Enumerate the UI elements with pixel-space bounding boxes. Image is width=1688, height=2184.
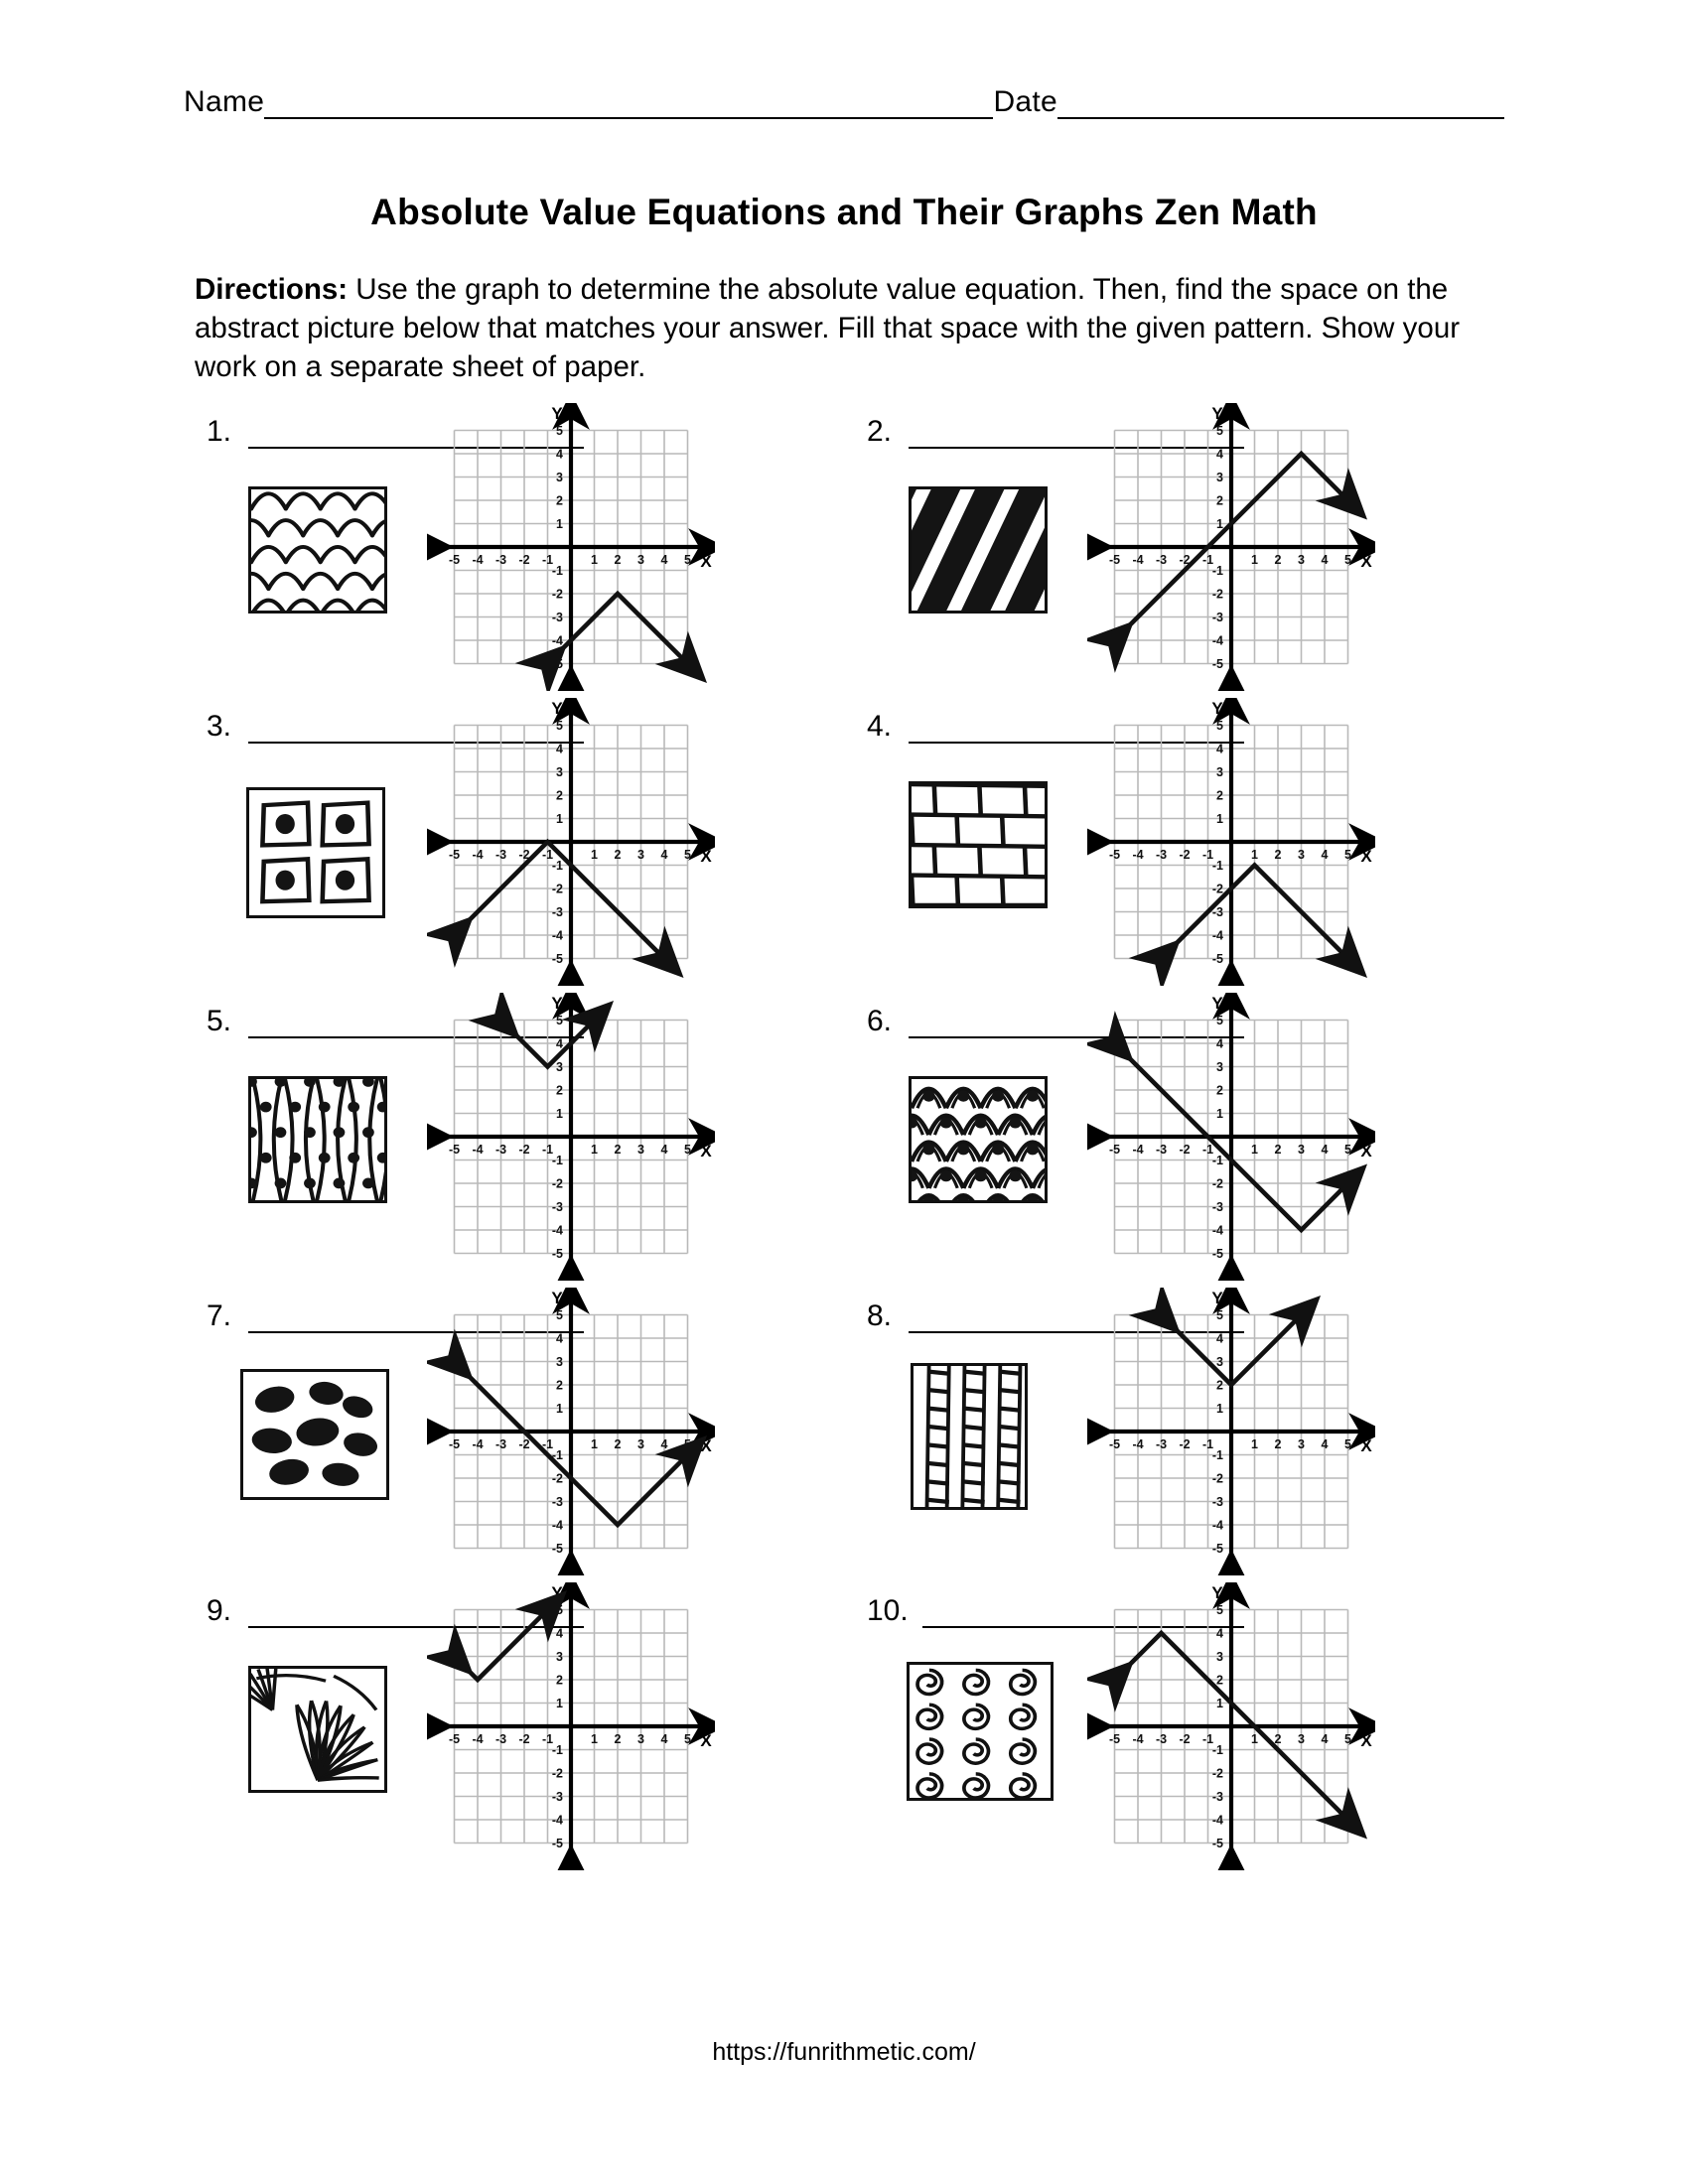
svg-text:5: 5 bbox=[684, 848, 691, 862]
svg-text:-5: -5 bbox=[448, 553, 461, 567]
svg-text:4: 4 bbox=[1216, 1626, 1223, 1641]
svg-text:5: 5 bbox=[1344, 848, 1351, 862]
svg-text:-1: -1 bbox=[1211, 1743, 1223, 1757]
svg-text:5: 5 bbox=[684, 1732, 691, 1746]
scale-arcs-dots-pattern bbox=[909, 1076, 1048, 1203]
svg-text:-3: -3 bbox=[494, 848, 507, 862]
svg-text:X: X bbox=[1360, 1142, 1372, 1160]
svg-text:-4: -4 bbox=[551, 1223, 563, 1238]
date-label: Date bbox=[993, 85, 1058, 118]
problem-4-graph bbox=[1087, 698, 1375, 986]
svg-text:5: 5 bbox=[1216, 424, 1223, 438]
svg-text:3: 3 bbox=[637, 1437, 644, 1451]
footer-url: https://funrithmetic.com/ bbox=[712, 2038, 976, 2066]
svg-text:5: 5 bbox=[556, 1308, 563, 1322]
svg-text:1: 1 bbox=[1216, 812, 1223, 826]
svg-text:-3: -3 bbox=[1155, 553, 1168, 567]
svg-text:-4: -4 bbox=[1132, 1732, 1144, 1746]
svg-text:X: X bbox=[700, 847, 712, 866]
problem-row bbox=[189, 1289, 1509, 1596]
svg-text:-3: -3 bbox=[1155, 848, 1168, 862]
svg-text:-4: -4 bbox=[1132, 553, 1144, 567]
problem-8-graph bbox=[1087, 1288, 1375, 1575]
problem-3-number: 3. bbox=[207, 710, 232, 743]
svg-text:-2: -2 bbox=[551, 587, 563, 602]
svg-text:4: 4 bbox=[660, 553, 668, 567]
name-input-line[interactable] bbox=[264, 89, 993, 119]
svg-text:-3: -3 bbox=[1211, 611, 1223, 624]
svg-text:-5: -5 bbox=[1211, 952, 1223, 966]
directions-text: Use the graph to determine the absolute value equation. Then, find the space on the abstract picture below that matches your answer. Fill that space with the given pattern. Show your work on a separate sheet of paper. bbox=[195, 273, 1461, 384]
svg-text:5: 5 bbox=[1344, 1143, 1351, 1157]
svg-text:-2: -2 bbox=[1211, 1176, 1223, 1191]
svg-text:2: 2 bbox=[1216, 788, 1223, 803]
svg-text:-2: -2 bbox=[1179, 1437, 1191, 1451]
header bbox=[184, 87, 1504, 119]
svg-text:X: X bbox=[700, 1142, 712, 1160]
svg-text:2: 2 bbox=[614, 1732, 622, 1746]
svg-text:-3: -3 bbox=[494, 1437, 507, 1451]
svg-text:3: 3 bbox=[556, 1650, 563, 1664]
problem-10 bbox=[849, 1583, 1509, 1891]
svg-text:-2: -2 bbox=[1211, 1766, 1223, 1781]
svg-text:2: 2 bbox=[556, 1673, 563, 1688]
problem-6-graph bbox=[1087, 993, 1375, 1281]
svg-text:4: 4 bbox=[556, 1036, 563, 1051]
svg-text:-4: -4 bbox=[551, 633, 563, 648]
svg-text:4: 4 bbox=[1216, 1036, 1223, 1051]
svg-text:-1: -1 bbox=[1201, 848, 1214, 862]
svg-text:2: 2 bbox=[614, 848, 622, 862]
svg-text:1: 1 bbox=[1216, 1107, 1223, 1121]
svg-text:Y: Y bbox=[1211, 994, 1223, 1013]
svg-text:-2: -2 bbox=[518, 1143, 530, 1157]
svg-text:X: X bbox=[1360, 847, 1372, 866]
name-label: Name bbox=[184, 85, 265, 118]
svg-text:1: 1 bbox=[591, 1732, 598, 1746]
svg-text:4: 4 bbox=[660, 1437, 668, 1451]
svg-text:4: 4 bbox=[1321, 553, 1329, 567]
svg-text:3: 3 bbox=[556, 1060, 563, 1074]
problem-3-graph bbox=[427, 698, 715, 986]
svg-text:X: X bbox=[700, 1436, 712, 1455]
svg-text:5: 5 bbox=[1216, 1014, 1223, 1027]
svg-text:5: 5 bbox=[556, 1603, 563, 1617]
svg-text:-2: -2 bbox=[551, 882, 563, 896]
svg-text:-1: -1 bbox=[1201, 1732, 1214, 1746]
svg-text:-4: -4 bbox=[1132, 848, 1144, 862]
svg-text:3: 3 bbox=[1216, 1650, 1223, 1664]
svg-text:-3: -3 bbox=[551, 611, 563, 624]
directions-label: Directions: bbox=[195, 273, 349, 306]
svg-text:Y: Y bbox=[551, 1289, 563, 1307]
date-input-line[interactable] bbox=[1057, 89, 1504, 119]
svg-text:3: 3 bbox=[637, 553, 644, 567]
svg-text:-4: -4 bbox=[1211, 928, 1223, 943]
svg-text:5: 5 bbox=[1216, 1308, 1223, 1322]
svg-text:-5: -5 bbox=[448, 1732, 461, 1746]
svg-text:1: 1 bbox=[556, 1697, 563, 1710]
svg-text:-5: -5 bbox=[1108, 848, 1121, 862]
svg-text:-1: -1 bbox=[551, 564, 563, 578]
problem-8 bbox=[849, 1289, 1509, 1596]
svg-text:Y: Y bbox=[1211, 1583, 1223, 1602]
problem-6-number: 6. bbox=[867, 1005, 893, 1037]
svg-text:-2: -2 bbox=[1179, 1732, 1191, 1746]
svg-text:-2: -2 bbox=[1179, 1143, 1191, 1157]
svg-text:-2: -2 bbox=[518, 1437, 530, 1451]
svg-text:4: 4 bbox=[556, 1626, 563, 1641]
svg-text:-3: -3 bbox=[1211, 1495, 1223, 1509]
problem-3 bbox=[189, 699, 849, 1007]
problem-1-number: 1. bbox=[207, 415, 232, 448]
svg-text:-4: -4 bbox=[551, 928, 563, 943]
svg-text:-2: -2 bbox=[518, 848, 530, 862]
svg-text:-4: -4 bbox=[472, 1143, 484, 1157]
svg-text:-5: -5 bbox=[1108, 553, 1121, 567]
svg-text:2: 2 bbox=[1216, 1673, 1223, 1688]
svg-text:4: 4 bbox=[1321, 1437, 1329, 1451]
svg-text:5: 5 bbox=[1344, 1437, 1351, 1451]
svg-text:2: 2 bbox=[1274, 553, 1282, 567]
svg-text:-4: -4 bbox=[551, 1518, 563, 1533]
svg-text:1: 1 bbox=[1251, 848, 1258, 862]
svg-text:1: 1 bbox=[1216, 517, 1223, 531]
svg-text:X: X bbox=[1360, 1731, 1372, 1750]
svg-text:-2: -2 bbox=[551, 1471, 563, 1486]
wave-scallop-pattern bbox=[248, 486, 387, 614]
svg-text:1: 1 bbox=[1251, 1437, 1258, 1451]
problem-row bbox=[189, 994, 1509, 1301]
svg-text:-4: -4 bbox=[472, 848, 484, 862]
svg-text:-5: -5 bbox=[551, 1837, 563, 1850]
svg-text:2: 2 bbox=[1274, 848, 1282, 862]
problem-7-number: 7. bbox=[207, 1299, 232, 1332]
svg-text:-2: -2 bbox=[1179, 553, 1191, 567]
svg-text:-1: -1 bbox=[541, 1143, 554, 1157]
svg-text:4: 4 bbox=[660, 1143, 668, 1157]
svg-text:X: X bbox=[1360, 1436, 1372, 1455]
svg-text:1: 1 bbox=[591, 1437, 598, 1451]
svg-text:-1: -1 bbox=[551, 859, 563, 873]
brick-wall-pattern bbox=[909, 781, 1048, 908]
svg-text:-5: -5 bbox=[1108, 1437, 1121, 1451]
svg-text:-1: -1 bbox=[1201, 1143, 1214, 1157]
svg-text:3: 3 bbox=[1298, 848, 1305, 862]
svg-text:-5: -5 bbox=[448, 1437, 461, 1451]
svg-text:5: 5 bbox=[1344, 553, 1351, 567]
svg-text:2: 2 bbox=[1216, 493, 1223, 508]
svg-text:3: 3 bbox=[556, 471, 563, 484]
svg-text:5: 5 bbox=[1344, 1732, 1351, 1746]
svg-text:4: 4 bbox=[1216, 447, 1223, 462]
svg-text:X: X bbox=[700, 1731, 712, 1750]
svg-text:2: 2 bbox=[614, 1143, 622, 1157]
svg-text:4: 4 bbox=[556, 1331, 563, 1346]
svg-text:-5: -5 bbox=[1211, 1837, 1223, 1850]
svg-text:2: 2 bbox=[1274, 1437, 1282, 1451]
problem-10-number: 10. bbox=[867, 1594, 909, 1627]
svg-text:3: 3 bbox=[1298, 1437, 1305, 1451]
svg-text:-5: -5 bbox=[551, 1542, 563, 1556]
problem-9 bbox=[189, 1583, 849, 1891]
svg-text:3: 3 bbox=[1298, 553, 1305, 567]
svg-text:-4: -4 bbox=[1132, 1143, 1144, 1157]
svg-text:1: 1 bbox=[1251, 553, 1258, 567]
svg-text:-3: -3 bbox=[551, 905, 563, 919]
svg-text:-4: -4 bbox=[472, 553, 484, 567]
svg-text:-1: -1 bbox=[551, 1448, 563, 1462]
problem-2-number: 2. bbox=[867, 415, 893, 448]
svg-text:Y: Y bbox=[551, 1583, 563, 1602]
svg-text:-5: -5 bbox=[448, 1143, 461, 1157]
problem-5-number: 5. bbox=[207, 1005, 232, 1037]
svg-text:-4: -4 bbox=[1211, 633, 1223, 648]
problem-7 bbox=[189, 1289, 849, 1596]
svg-text:5: 5 bbox=[684, 553, 691, 567]
svg-text:-5: -5 bbox=[1108, 1143, 1121, 1157]
svg-text:4: 4 bbox=[660, 848, 668, 862]
svg-text:3: 3 bbox=[1216, 765, 1223, 779]
problem-2 bbox=[849, 404, 1509, 712]
problem-9-number: 9. bbox=[207, 1594, 232, 1627]
svg-text:1: 1 bbox=[1251, 1732, 1258, 1746]
svg-text:Y: Y bbox=[551, 404, 563, 423]
svg-text:-5: -5 bbox=[551, 657, 563, 671]
svg-text:-2: -2 bbox=[1179, 848, 1191, 862]
svg-text:1: 1 bbox=[556, 1402, 563, 1416]
svg-text:2: 2 bbox=[556, 788, 563, 803]
problem-4-number: 4. bbox=[867, 710, 893, 743]
problem-9-graph bbox=[427, 1582, 715, 1870]
floral-fan-pattern bbox=[248, 1666, 387, 1793]
svg-text:2: 2 bbox=[1274, 1143, 1282, 1157]
svg-text:4: 4 bbox=[1321, 848, 1329, 862]
svg-text:Y: Y bbox=[1211, 699, 1223, 718]
vertical-ladders-pattern bbox=[911, 1363, 1028, 1510]
svg-text:-3: -3 bbox=[1155, 1437, 1168, 1451]
svg-text:1: 1 bbox=[1216, 1402, 1223, 1416]
svg-text:-5: -5 bbox=[551, 1247, 563, 1261]
svg-text:4: 4 bbox=[556, 742, 563, 756]
svg-text:-1: -1 bbox=[1211, 1448, 1223, 1462]
problem-row bbox=[189, 404, 1509, 712]
svg-text:5: 5 bbox=[1216, 1603, 1223, 1617]
svg-text:2: 2 bbox=[1216, 1083, 1223, 1098]
svg-text:3: 3 bbox=[1298, 1732, 1305, 1746]
svg-text:-4: -4 bbox=[1132, 1437, 1144, 1451]
problem-6 bbox=[849, 994, 1509, 1301]
svg-text:4: 4 bbox=[660, 1732, 668, 1746]
svg-text:1: 1 bbox=[591, 1143, 598, 1157]
svg-text:-4: -4 bbox=[551, 1813, 563, 1828]
problem-2-graph bbox=[1087, 403, 1375, 691]
svg-text:-1: -1 bbox=[1211, 1154, 1223, 1167]
svg-text:4: 4 bbox=[1216, 1331, 1223, 1346]
svg-text:-3: -3 bbox=[551, 1790, 563, 1804]
problem-5-graph bbox=[427, 993, 715, 1281]
svg-text:5: 5 bbox=[684, 1143, 691, 1157]
svg-text:X: X bbox=[1360, 552, 1372, 571]
svg-text:-4: -4 bbox=[472, 1732, 484, 1746]
svg-text:-5: -5 bbox=[448, 848, 461, 862]
svg-text:-5: -5 bbox=[1211, 1542, 1223, 1556]
svg-text:-2: -2 bbox=[1211, 587, 1223, 602]
svg-text:-2: -2 bbox=[518, 553, 530, 567]
svg-text:-1: -1 bbox=[551, 1154, 563, 1167]
svg-text:-2: -2 bbox=[551, 1766, 563, 1781]
svg-text:5: 5 bbox=[1216, 719, 1223, 733]
svg-text:-3: -3 bbox=[494, 1143, 507, 1157]
svg-text:-3: -3 bbox=[1211, 905, 1223, 919]
svg-text:1: 1 bbox=[556, 1107, 563, 1121]
problem-10-graph bbox=[1087, 1582, 1375, 1870]
svg-text:-2: -2 bbox=[1211, 882, 1223, 896]
svg-text:2: 2 bbox=[1274, 1732, 1282, 1746]
svg-text:-3: -3 bbox=[1211, 1200, 1223, 1214]
svg-text:2: 2 bbox=[614, 1437, 622, 1451]
svg-text:-3: -3 bbox=[1155, 1143, 1168, 1157]
svg-text:-1: -1 bbox=[1201, 1437, 1214, 1451]
svg-text:-1: -1 bbox=[541, 1732, 554, 1746]
svg-text:-5: -5 bbox=[1211, 657, 1223, 671]
problem-8-number: 8. bbox=[867, 1299, 893, 1332]
svg-text:2: 2 bbox=[614, 553, 622, 567]
svg-text:2: 2 bbox=[1216, 1378, 1223, 1393]
svg-text:5: 5 bbox=[556, 719, 563, 733]
svg-text:-1: -1 bbox=[1211, 859, 1223, 873]
svg-text:-5: -5 bbox=[1108, 1732, 1121, 1746]
problem-row bbox=[189, 699, 1509, 1007]
svg-text:-1: -1 bbox=[551, 1743, 563, 1757]
svg-text:-4: -4 bbox=[472, 1437, 484, 1451]
svg-text:5: 5 bbox=[556, 1014, 563, 1027]
pebbles-blobs-pattern bbox=[240, 1369, 389, 1500]
svg-text:3: 3 bbox=[1216, 1060, 1223, 1074]
svg-text:X: X bbox=[700, 552, 712, 571]
problem-5 bbox=[189, 994, 849, 1301]
svg-text:-4: -4 bbox=[1211, 1518, 1223, 1533]
problem-7-graph bbox=[427, 1288, 715, 1575]
svg-text:Y: Y bbox=[551, 994, 563, 1013]
svg-text:2: 2 bbox=[556, 1378, 563, 1393]
svg-text:Y: Y bbox=[1211, 1289, 1223, 1307]
svg-text:3: 3 bbox=[556, 765, 563, 779]
svg-text:5: 5 bbox=[684, 1437, 691, 1451]
svg-text:-1: -1 bbox=[541, 848, 554, 862]
svg-text:3: 3 bbox=[1216, 1355, 1223, 1369]
spirals-pattern bbox=[907, 1662, 1054, 1801]
svg-text:1: 1 bbox=[591, 553, 598, 567]
problem-grid bbox=[189, 404, 1509, 1891]
svg-text:5: 5 bbox=[556, 424, 563, 438]
svg-text:4: 4 bbox=[1321, 1732, 1329, 1746]
page-title: Absolute Value Equations and Their Graphs Zen Math bbox=[370, 192, 1318, 232]
svg-text:3: 3 bbox=[637, 1143, 644, 1157]
directions bbox=[195, 270, 1495, 387]
svg-text:2: 2 bbox=[556, 1083, 563, 1098]
svg-text:3: 3 bbox=[1216, 471, 1223, 484]
svg-text:4: 4 bbox=[1321, 1143, 1329, 1157]
svg-text:Y: Y bbox=[1211, 404, 1223, 423]
svg-text:1: 1 bbox=[556, 812, 563, 826]
problem-4 bbox=[849, 699, 1509, 1007]
svg-text:-5: -5 bbox=[1211, 1247, 1223, 1261]
lattice-net-dots-pattern bbox=[248, 1076, 387, 1203]
svg-text:-2: -2 bbox=[1211, 1471, 1223, 1486]
svg-text:-1: -1 bbox=[1201, 553, 1214, 567]
svg-text:-1: -1 bbox=[1211, 564, 1223, 578]
svg-text:-4: -4 bbox=[1211, 1223, 1223, 1238]
svg-text:-5: -5 bbox=[551, 952, 563, 966]
svg-text:1: 1 bbox=[1216, 1697, 1223, 1710]
svg-text:1: 1 bbox=[556, 517, 563, 531]
svg-text:-3: -3 bbox=[551, 1495, 563, 1509]
svg-text:-4: -4 bbox=[1211, 1813, 1223, 1828]
svg-text:-1: -1 bbox=[541, 553, 554, 567]
four-squares-dots-pattern bbox=[246, 787, 385, 918]
svg-text:3: 3 bbox=[637, 1732, 644, 1746]
svg-text:Y: Y bbox=[551, 699, 563, 718]
svg-text:-2: -2 bbox=[518, 1732, 530, 1746]
svg-text:1: 1 bbox=[591, 848, 598, 862]
problem-1-graph bbox=[427, 403, 715, 691]
svg-text:-2: -2 bbox=[551, 1176, 563, 1191]
svg-text:-3: -3 bbox=[494, 1732, 507, 1746]
svg-text:-3: -3 bbox=[1211, 1790, 1223, 1804]
svg-text:2: 2 bbox=[556, 493, 563, 508]
problem-row bbox=[189, 1583, 1509, 1891]
svg-text:3: 3 bbox=[1298, 1143, 1305, 1157]
svg-text:4: 4 bbox=[556, 447, 563, 462]
svg-text:-3: -3 bbox=[551, 1200, 563, 1214]
svg-text:3: 3 bbox=[637, 848, 644, 862]
svg-text:1: 1 bbox=[1251, 1143, 1258, 1157]
svg-text:3: 3 bbox=[556, 1355, 563, 1369]
problem-1 bbox=[189, 404, 849, 712]
svg-text:-3: -3 bbox=[494, 553, 507, 567]
svg-text:4: 4 bbox=[1216, 742, 1223, 756]
svg-text:-1: -1 bbox=[541, 1437, 554, 1451]
svg-text:-3: -3 bbox=[1155, 1732, 1168, 1746]
diagonal-stripes-pattern bbox=[909, 486, 1048, 614]
